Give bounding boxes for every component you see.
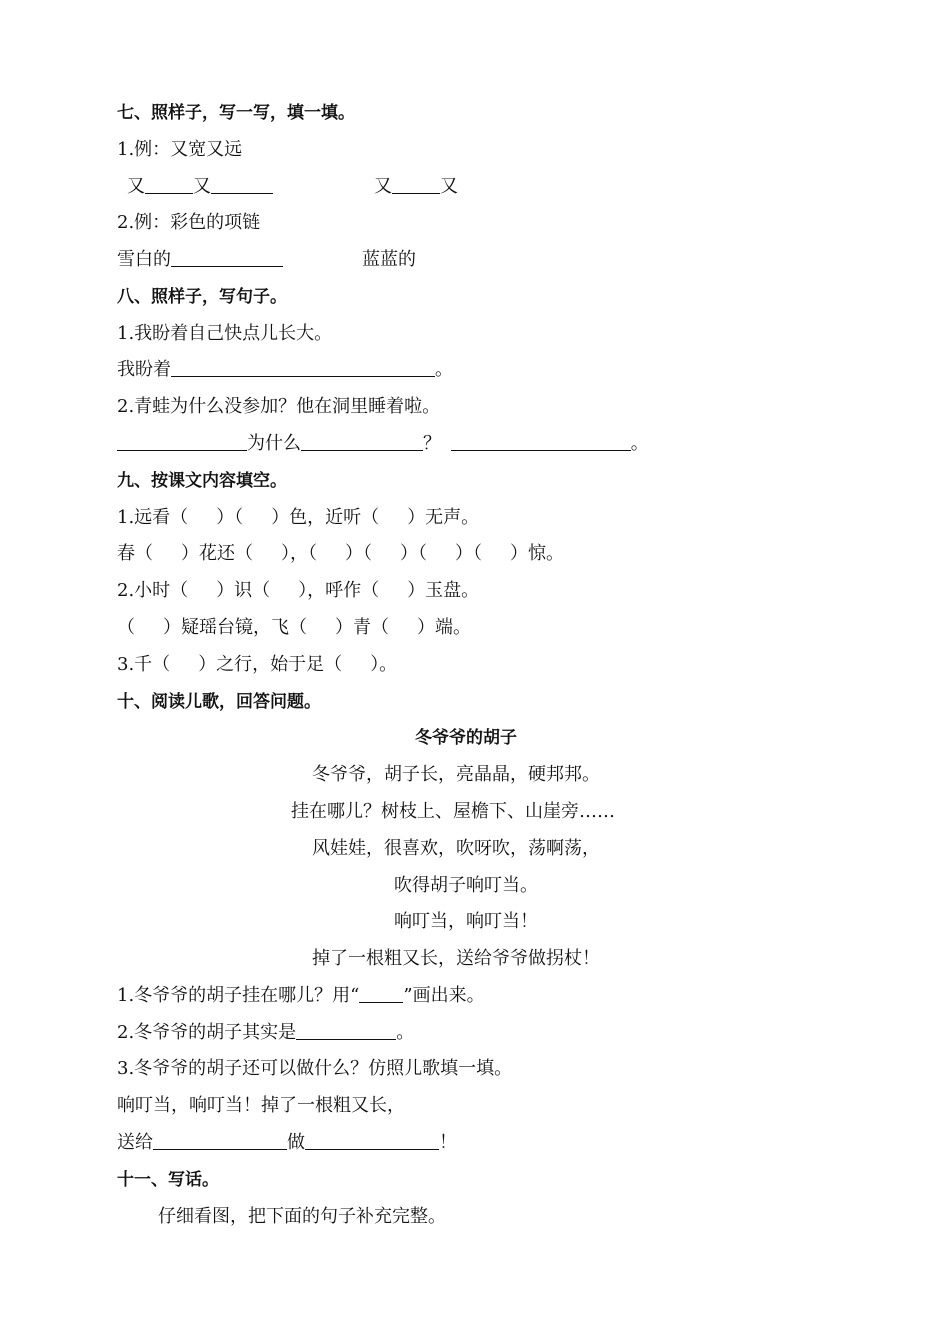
blank[interactable]	[451, 430, 631, 451]
poem-line: 冬爷爷，胡子长，亮晶晶，硬邦邦。	[312, 764, 600, 785]
s10-text: ”画出来。	[403, 985, 485, 1006]
s7-fill-row-2	[374, 173, 458, 201]
s9-text: ）识（	[216, 580, 271, 601]
s10-text: 1.冬爷爷的胡子挂在哪儿？用“	[117, 985, 360, 1006]
blank[interactable]	[301, 430, 423, 451]
s9-line-4	[117, 614, 471, 642]
s9-text: ）（	[216, 507, 244, 528]
s9-text: ）（	[455, 543, 482, 564]
blank[interactable]	[145, 173, 193, 194]
poem-title: 冬爷爷的胡子	[415, 728, 517, 748]
s9-line-3	[117, 577, 479, 605]
s7-xuebai: 雪白的	[117, 249, 171, 270]
poem-line: 风娃娃，很喜欢，吹呀吹，荡啊荡，	[312, 838, 600, 859]
section-10-title: 十、阅读儿歌，回答问题。	[117, 692, 321, 712]
blank[interactable]	[305, 1129, 439, 1150]
s9-text: 春（	[117, 543, 153, 564]
blank[interactable]	[211, 173, 273, 194]
s9-text: ）。	[370, 654, 398, 675]
section-9-title: 九、按课文内容填空。	[117, 471, 287, 491]
s7-char: 又	[440, 176, 458, 197]
s7-fill-row-1	[127, 173, 273, 201]
poem-line: 掉了一根粗又长，送给爷爷做拐杖！	[312, 948, 600, 969]
s8-fill-2	[117, 430, 649, 458]
s9-text: ），呼作（	[298, 580, 380, 601]
s9-text: ）玉盘。	[407, 580, 480, 601]
s9-text: ）色，近听（	[271, 507, 380, 528]
poem-line: 响叮当，响叮当！	[394, 911, 538, 932]
s10-text: ！	[439, 1132, 457, 1153]
s7-fill-row-3	[117, 246, 283, 274]
blank[interactable]	[359, 982, 403, 1003]
s11-prompt: 仔细看图，把下面的句子补充完整。	[158, 1206, 446, 1227]
s10-q1	[117, 982, 485, 1010]
s8-qmark: ？	[423, 433, 441, 454]
blank[interactable]	[153, 1129, 287, 1150]
s9-text: ）（	[345, 543, 372, 564]
s9-line-2	[117, 540, 564, 568]
s8-q1: 1.我盼着自己快点儿长大。	[117, 323, 333, 344]
blank[interactable]	[117, 430, 247, 451]
poem-line: 挂在哪儿？树枝上、屋檐下、山崖旁……	[291, 801, 615, 822]
s10-q2	[117, 1019, 414, 1047]
section-11-title: 十一、写话。	[117, 1170, 219, 1190]
s8-wopanzhe: 我盼着	[117, 359, 171, 380]
s9-text: 1.远看（	[117, 507, 189, 528]
s7-char: 又	[374, 176, 392, 197]
s10-fill	[117, 1129, 457, 1157]
s9-text: ）之行，始于足（	[198, 654, 343, 675]
s7-char: 又	[127, 176, 145, 197]
blank[interactable]	[171, 246, 283, 267]
s9-text: ）青（	[335, 617, 389, 638]
s7-example-1: 1.例：又宽又远	[117, 139, 243, 160]
s8-period: 。	[435, 359, 453, 380]
s10-text: 做	[287, 1132, 305, 1153]
s9-text: （	[117, 617, 135, 638]
poem-line: 吹得胡子响叮当。	[394, 875, 538, 896]
s8-fill-1	[117, 356, 453, 384]
s10-text: 送给	[117, 1132, 153, 1153]
s8-q2: 2.青蛙为什么没参加？他在洞里睡着啦。	[117, 396, 441, 417]
s10-text: 2.冬爷爷的胡子其实是	[117, 1022, 297, 1043]
section-8-title: 八、照样子，写句子。	[117, 287, 287, 307]
s9-line-1	[117, 504, 479, 532]
s10-text: 。	[396, 1022, 415, 1043]
s7-example-2: 2.例：彩色的项链	[117, 212, 261, 233]
s10-line-4: 响叮当，响叮当！掉了一根粗又长，	[117, 1095, 405, 1116]
s9-text: ）（	[400, 543, 427, 564]
s9-text: 3.千（	[117, 654, 171, 675]
s9-text: ）无声。	[407, 507, 480, 528]
blank[interactable]	[392, 173, 440, 194]
s8-weishenme: 为什么	[247, 433, 301, 454]
s9-text: ）花还（	[181, 543, 253, 564]
s9-line-5	[117, 651, 397, 679]
section-7-title: 七、照样子，写一写，填一填。	[117, 103, 355, 123]
s10-q3: 3.冬爷爷的胡子还可以做什么？仿照儿歌填一填。	[117, 1058, 513, 1079]
s9-text: ）惊。	[510, 543, 564, 564]
blank[interactable]	[171, 356, 435, 377]
s8-period: 。	[630, 433, 649, 454]
s9-text: ），（	[281, 543, 317, 564]
s9-text: ）疑瑶台镜，飞（	[163, 617, 307, 638]
blank[interactable]	[296, 1019, 396, 1040]
s7-char: 又	[193, 176, 211, 197]
s7-lanlan: 蓝蓝的	[362, 249, 416, 270]
s9-text: 2.小时（	[117, 580, 189, 601]
s9-text: ）端。	[417, 617, 471, 638]
